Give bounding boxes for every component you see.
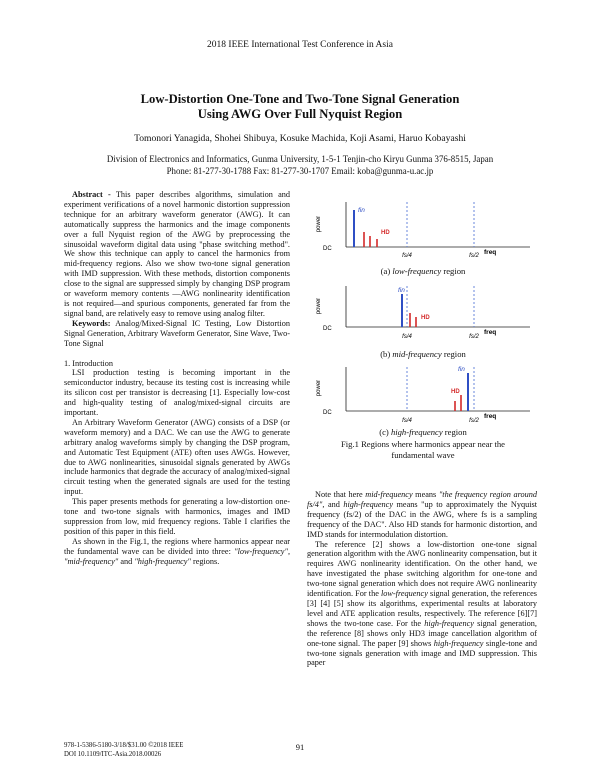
- paragraph-r1: Note that here mid-frequency means "the frequency region around fs/4", and high-frequency means "up to approximately the Nyquist frequency (fs/2) of the DAC in the AWG, where fs is a sampling frequency of the DAC". Also HD stands for harmonic distortion, and IMD stands for intermodulation distortion.: [307, 490, 538, 539]
- subcaption-b: (b) mid-frequency region: [380, 349, 466, 359]
- figure-panel-a: [310, 196, 536, 266]
- figure-panel-b: [310, 282, 536, 350]
- hd-label: HD: [421, 315, 430, 321]
- fs4-label: fs/4: [402, 418, 412, 424]
- hd-label: HD: [451, 389, 460, 395]
- footer-doi: DOI 10.1109/ITC-Asia.2018.00026: [64, 750, 162, 758]
- title-line-1: Low-Distortion One-Tone and Two-Tone Signal Generation: [140, 92, 460, 106]
- dc-label: DC: [323, 246, 332, 252]
- paragraph-4: As shown in the Fig.1, the regions where harmonics appear near the fundamental wave can be divided into three: "low-frequency", "mid-frequency" and "high-frequency" regions.: [64, 536, 290, 566]
- abstract-label: Abstract -: [72, 190, 111, 199]
- conference-header: 2018 IEEE International Test Conference in Asia: [207, 40, 393, 50]
- footer: [64, 742, 304, 759]
- right-column: [307, 490, 537, 668]
- fs2-label: fs/2: [469, 334, 479, 340]
- paragraph-2: An Arbitrary Waveform Generator (AWG) consists of a DSP (or waveform memory) and a DAC. We can use the AWG to generate arbitrary analog waveforms simply by changing the DSP program, and Automatic Test Equipment (ATE) often uses AWGs. However, due to AWG nonlinearities, sinusoidal signals generated by AWGs include harmonics that degrade the accuracy of analog/mixed-signal circuit testing when the generated signals are used for the testing input.: [64, 417, 290, 497]
- figure-panel-c: [310, 363, 536, 431]
- fs2-label: fs/2: [469, 253, 479, 259]
- fs4-label: fs/4: [402, 253, 412, 259]
- keywords-label: Keywords:: [72, 318, 111, 328]
- keywords: [64, 319, 290, 349]
- contact-info: Phone: 81-277-30-1788 Fax: 81-277-30-1707 Email: koba@gunma-u.ac.jp: [166, 165, 434, 176]
- left-column: [64, 190, 290, 567]
- freq-label: freq: [484, 249, 497, 256]
- authors: Tomonori Yanagida, Shohei Shibuya, Kosuke Machida, Koji Asami, Haruo Kobayashi: [134, 133, 466, 144]
- paragraph-r2: The reference [2] shows a low-distortion one-tone signal generation algorithm with the AWG nonlinearity compensation, but it requires AWG nonlinearity identification. On the other hand, we have investigated the phase switching algorithm for one-tone and two-tone signal generation which does not require AWG nonlinearity identification. For the low-frequency signal generation, the references [3] [4] [5] show its algorithms, experimental results at laboratory level and ATE application results, respectively. The reference [6][7] shows the two-tone case. For the high-frequency signal generation, the reference [8] shows only HD3 image cancellation algorithm of one-tone signal. The paper [9] shows high-frequency single-tone and two-tone signals generation with image and IMD suppression. This paper: [307, 539, 537, 668]
- subcaption-c: (c) high-frequency region: [379, 427, 467, 437]
- power-label: power: [316, 215, 322, 233]
- freq-label: freq: [484, 329, 497, 336]
- section-heading-introduction: 1. Introduction: [64, 358, 114, 368]
- dc-label: DC: [323, 410, 332, 416]
- freq-label: freq: [484, 413, 497, 420]
- fs2-label: fs/2: [469, 418, 479, 424]
- power-label: power: [316, 379, 322, 397]
- subcaption-a: (a) low-frequency region: [380, 266, 466, 276]
- figure-caption: Fig.1 Regions where harmonics appear near the fundamental wave: [341, 439, 505, 460]
- fin-label: fin: [458, 366, 465, 373]
- keywords-text: Analog/Mixed-Signal IC Testing, Low Distortion Signal Generation, Arbitrary Waveform Generator, Sine Wave, Two-Tone Signal: [64, 318, 290, 348]
- hd-label: HD: [381, 230, 390, 236]
- paper-title: [0, 92, 600, 122]
- abstract: [64, 190, 290, 319]
- fin-label: fin: [398, 287, 405, 294]
- title-line-2: Using AWG Over Full Nyquist Region: [197, 107, 403, 121]
- dc-label: DC: [323, 326, 332, 332]
- power-label: power: [316, 297, 322, 315]
- paragraph-1: LSI production testing is becoming important in the semiconductor industry, because its testing cost is increasing while its silicon cost per transistor is decreasing [1]. Especially low-cost and high-quality testing of analog/mixed-signal circuits are important.: [64, 368, 290, 418]
- fs4-label: fs/4: [402, 334, 412, 340]
- affiliation-block: [0, 154, 600, 177]
- page-number: 91: [295, 742, 305, 752]
- fin-label: fin: [358, 207, 365, 214]
- figure-1: [310, 196, 536, 472]
- footer-isbn: 978-1-5386-5180-3/18/$31.00 ©2018 IEEE: [64, 742, 184, 749]
- paragraph-3: This paper presents methods for generating a low-distortion one-tone and two-tone signals with harmonics, images and IMD suppression from low, mid frequency regions. Table I clarifies the position of this paper in this field.: [64, 497, 290, 536]
- affiliation: Division of Electronics and Informatics, Gunma University, 1-5-1 Tenjin-cho Kiryu Gunma 376-8515, Japan: [106, 154, 494, 164]
- abstract-text: This paper describes algorithms, simulation and experiment verifications of a novel harmonic distortion suppression technique for an arbitrary waveform generator (AWG). It can automatically suppress the harmonics and the image components over a full Nyquist region of the AWG by preprocessing the sinusoidal waveform digital data using "phase switching method". We show this technique can apply to cancel the harmonics from mid-frequency regions. Also we show two-tone signal generation with IMD suppression. With these methods, distortion components close to the signal are suppressed simply by changing DSP program or waveform memory contents —AWG nonlinearity identification is not required—and spurious components, generated far from the signal band, are relatively easy to remove using analog filter.: [64, 190, 290, 318]
